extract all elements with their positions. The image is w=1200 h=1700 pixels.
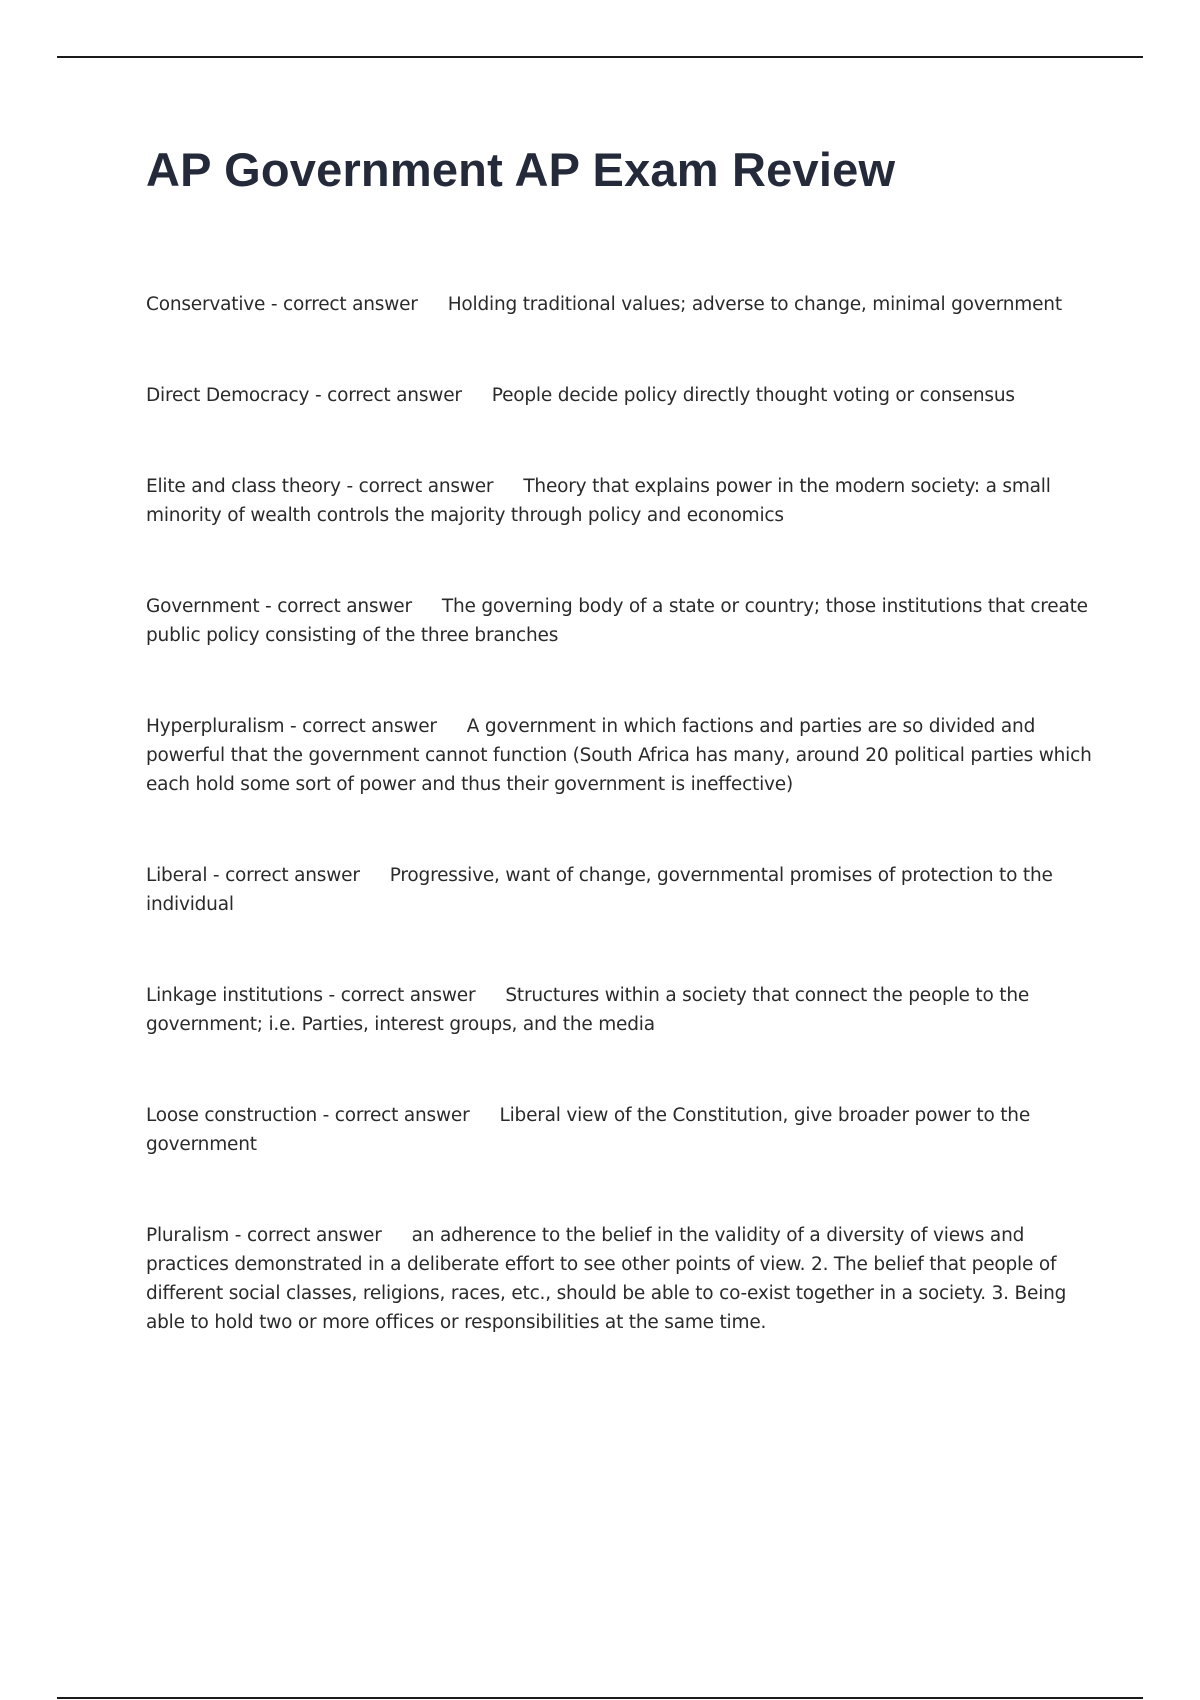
entry-definition: Liberal view of the Constitution, give broader power to the government <box>146 1105 1031 1155</box>
entry-term: Loose construction - correct answer <box>146 1105 470 1126</box>
page-title: AP Government AP Exam Review <box>146 143 896 196</box>
entry-term: Elite and class theory - correct answer <box>146 476 494 497</box>
entry-term: Hyperpluralism - correct answer <box>146 716 437 737</box>
entry-definition: People decide policy directly thought voting or consensus <box>491 385 1015 406</box>
entry-term: Government - correct answer <box>146 596 412 617</box>
list-item <box>146 592 1096 650</box>
list-item <box>146 381 1096 410</box>
bottom-rule <box>57 1697 1143 1699</box>
list-item <box>146 1221 1096 1337</box>
list-item <box>146 861 1096 919</box>
entry-term: Linkage institutions - correct answer <box>146 985 476 1006</box>
list-item <box>146 712 1096 799</box>
entry-definition: Holding traditional values; adverse to change, minimal government <box>447 294 1062 315</box>
list-item <box>146 290 1096 319</box>
entry-term: Pluralism - correct answer <box>146 1225 382 1246</box>
entry-definition: The governing body of a state or country; those institutions that create public policy consisting of the three branches <box>146 596 1088 646</box>
entry-term: Liberal - correct answer <box>146 865 360 886</box>
entry-definition: Progressive, want of change, governmental promises of protection to the individual <box>146 865 1053 915</box>
list-item <box>146 472 1096 530</box>
top-rule <box>57 56 1143 58</box>
entry-list <box>146 290 1096 1399</box>
entry-term: Conservative - correct answer <box>146 294 418 315</box>
entry-definition: Structures within a society that connect the people to the government; i.e. Parties, interest groups, and the media <box>146 985 1030 1035</box>
list-item <box>146 1101 1096 1159</box>
entry-definition: Theory that explains power in the modern society: a small minority of wealth controls the majority through policy and economics <box>146 476 1051 526</box>
entry-definition: A government in which factions and parties are so divided and powerful that the government cannot function (South Africa has many, around 20 political parties which each hold some sort of power and thus their government is ineffective) <box>146 716 1092 795</box>
list-item <box>146 981 1096 1039</box>
entry-term: Direct Democracy - correct answer <box>146 385 462 406</box>
entry-definition: an adherence to the belief in the validity of a diversity of views and practices demonstrated in a deliberate effort to see other points of view. 2. The belief that people of different social classes, religions, races, etc., should be able to co-exist together in a society. 3. Being able to hold two or more offices or responsibilities at the same time. <box>146 1225 1067 1333</box>
